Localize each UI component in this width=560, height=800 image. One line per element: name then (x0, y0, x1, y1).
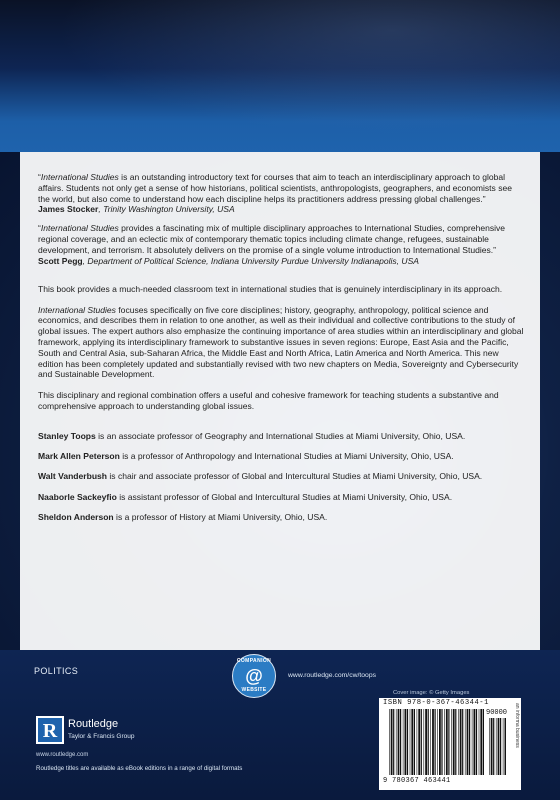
barcode-stripe (448, 709, 449, 775)
author-name-2: Mark Allen Peterson (38, 451, 120, 462)
companion-website-badge[interactable] (232, 654, 276, 698)
routledge-logo-icon (36, 716, 64, 744)
barcode-stripe (432, 709, 434, 775)
barcode-stripe (472, 709, 473, 775)
barcode-stripe (407, 709, 408, 775)
barcode-stripe (503, 718, 504, 775)
barcode-stripe (453, 709, 455, 775)
author-name-3: Walt Vanderbush (38, 471, 108, 482)
barcode-stripe (458, 709, 459, 775)
quote-2-text: “International Studies provides a fascinating mix of multiple disciplinary approaches to International Studies, comprehensive regional coverage, and an eclectic mix of contemporary thematic topics including climate change, refugees, sustainable development, and terrorism. It absolutely delivers on the promise of a single volume introduction to International Studies.” (38, 223, 506, 255)
description-title: International Studies (38, 304, 116, 315)
quote-1-text: “International Studies is an outstanding introductory text for courses that aim to teach an interdisciplinary approach to global affairs. Students not only get a sense of how historians, political scientists, anthropologists, geographers, and economists see the world, but also come to understand how each discipline helps its practitioners address pressing global challenges.” (38, 172, 512, 204)
isbn-label: ISBN 978-0-367-46344-1 (383, 699, 489, 707)
quote-1-attribution (38, 204, 524, 215)
author-bio-text-4: is assistant professor of Global and Intercultural Studies at Miami University, Ohio, USA. (116, 491, 453, 502)
description-paragraph-2 (38, 305, 524, 381)
barcode-stripe (489, 718, 490, 775)
price-barcode (488, 718, 506, 775)
barcode-stripe (467, 709, 469, 775)
website-label: WEBSITE (241, 687, 267, 693)
author-bio-text-2: is a professor of Anthropology and International Studies at Miami University, Ohio, USA. (119, 451, 454, 462)
barcode-stripe (428, 709, 429, 775)
barcode-stripe (444, 709, 445, 775)
description-paragraph-2-body: focuses specifically on five core disciplines; history, geography, anthropology, political science and economics, and describes them in relation to one another, as well as their individual and collective contributions to the study of global issues. The expert authors also emphasize the continuing importance of area studies within an interdisciplinary and global framework, applying its interdisciplinary framework to substantive issues in seven regions: Europe, East Asia and the Pacific, South and Central Asia, sub-Saharan Africa, the Middle East and North Africa, Latin America and North America. This new edition has been completely updated and substantially revised with two new chapters on Media, Sovereignty and Cybersecurity and Sustainable Development. (38, 304, 524, 380)
barcode-stripe (496, 718, 497, 775)
quote-2-attribution (38, 256, 524, 267)
section-gap-2 (38, 421, 524, 431)
barcode-stripe (425, 709, 427, 775)
author-bio-4 (38, 492, 524, 503)
barcode-stripe (462, 709, 463, 775)
author-bio-text-3: is chair and associate professor of Global and Intercultural Studies at Miami University, Ohio, USA. (107, 471, 483, 482)
quote-1 (38, 172, 524, 215)
barcode-stripe (435, 709, 436, 775)
companion-label: COMPANION (236, 658, 272, 664)
quote-1-author: James Stocker (38, 204, 99, 215)
author-bio-text-1: is an associate professor of Geography and International Studies at Miami University, Ohio, USA. (95, 430, 466, 441)
barcode-stripe (405, 709, 407, 775)
publisher-group: Taylor & Francis Group (68, 733, 135, 740)
quote-1-title: International Studies (40, 172, 119, 182)
quote-1-affiliation: , Trinity Washington University, USA (98, 204, 235, 215)
author-bio-text-5: is a professor of History at Miami University, Ohio, USA. (113, 512, 328, 523)
barcode-stripe (446, 709, 448, 775)
informa-side-text: an informa business (514, 703, 520, 748)
barcode-stripe (465, 709, 466, 775)
barcode-stripe (505, 718, 507, 775)
subject-label: POLITICS (34, 666, 79, 676)
barcode-stripe (491, 718, 493, 775)
quote-2-author: Scott Pegg (38, 255, 83, 266)
publisher-url[interactable]: www.routledge.com (36, 752, 89, 758)
barcode-stripe (474, 709, 476, 775)
barcode-stripe (469, 709, 470, 775)
ebook-note: Routledge titles are available as eBook editions in a range of digital formats (36, 765, 243, 772)
barcode-stripe (417, 709, 418, 775)
barcode-stripe (483, 709, 484, 775)
publisher-name: Routledge (68, 718, 119, 730)
description-paragraph-3: This disciplinary and regional combination offers a useful and cohesive framework for teaching students a substantive and comprehensive approach to understanding global issues. (38, 389, 499, 411)
barcode-stripe (410, 709, 411, 775)
quote-2-body: provides a fascinating mix of multiple disciplinary approaches to International Studies, comprehensive regional coverage, and an eclectic mix of contemporary thematic topics including climate change, refugees, sustainable development, and terrorism. It absolutely delivers on the promise of a single volume introduction to International Studies.” (38, 223, 506, 255)
barcode-stripe (439, 709, 441, 775)
author-name-4: Naaborle Sackeyfio (38, 491, 117, 502)
author-bio-1 (38, 431, 524, 442)
barcode-stripe (500, 718, 501, 775)
barcode (388, 709, 486, 775)
at-icon: @ (245, 666, 263, 686)
barcode-stripe (455, 709, 456, 775)
barcode-stripe (424, 709, 425, 775)
price-code: 90000 (486, 709, 508, 717)
barcode-stripe (493, 718, 494, 775)
cover-image-credit: Cover image: © Getty Images (393, 690, 470, 696)
barcode-stripe (398, 709, 400, 775)
back-cover-text (38, 172, 524, 532)
barcode-stripe (389, 709, 390, 775)
author-bio-5 (38, 512, 524, 523)
barcode-stripe (460, 709, 462, 775)
section-gap (38, 274, 524, 284)
svg-text:R: R (42, 720, 58, 742)
barcode-stripe (421, 709, 422, 775)
author-name-5: Sheldon Anderson (38, 512, 114, 523)
quote-2 (38, 223, 524, 266)
barcode-stripe (396, 709, 397, 775)
quote-2-affiliation: , Department of Political Science, Indiana University Purdue University Indianapolis, USA (82, 255, 419, 266)
quote-2-title: International Studies (40, 223, 119, 234)
cover-top-glow (0, 0, 560, 152)
author-bio-3 (38, 471, 524, 482)
barcode-stripe (391, 709, 393, 775)
author-name-1: Stanley Toops (38, 430, 96, 441)
barcode-stripe (393, 709, 394, 775)
barcode-stripe (479, 709, 480, 775)
barcode-stripe (441, 709, 442, 775)
barcode-stripe (430, 709, 431, 775)
author-bio-2 (38, 451, 524, 462)
barcode-stripe (414, 709, 415, 775)
barcode-stripe (476, 709, 477, 775)
quote-1-body: is an outstanding introductory text for courses that aim to teach an interdisciplinary approach to global affairs. Students not only get a sense of how historians, political scientists, anthropologists, geographers, and economists see the world, but also come to understand how each discipline helps its practitioners address pressing global challenges.” (38, 172, 512, 204)
barcode-stripe (498, 718, 500, 775)
barcode-stripe (411, 709, 413, 775)
barcode-number: 9 780367 463441 (383, 777, 451, 785)
barcode-stripe (403, 709, 404, 775)
barcode-stripe (480, 709, 482, 775)
description-paragraph-1: This book provides a much-needed classroom text in international studies that is genuinely interdisciplinary in its approach. (38, 284, 503, 295)
barcode-stripe (437, 709, 438, 775)
barcode-stripe (418, 709, 420, 775)
barcode-stripe (400, 709, 401, 775)
barcode-stripe (451, 709, 452, 775)
companion-url[interactable]: www.routledge.com/cw/toops (288, 672, 377, 679)
